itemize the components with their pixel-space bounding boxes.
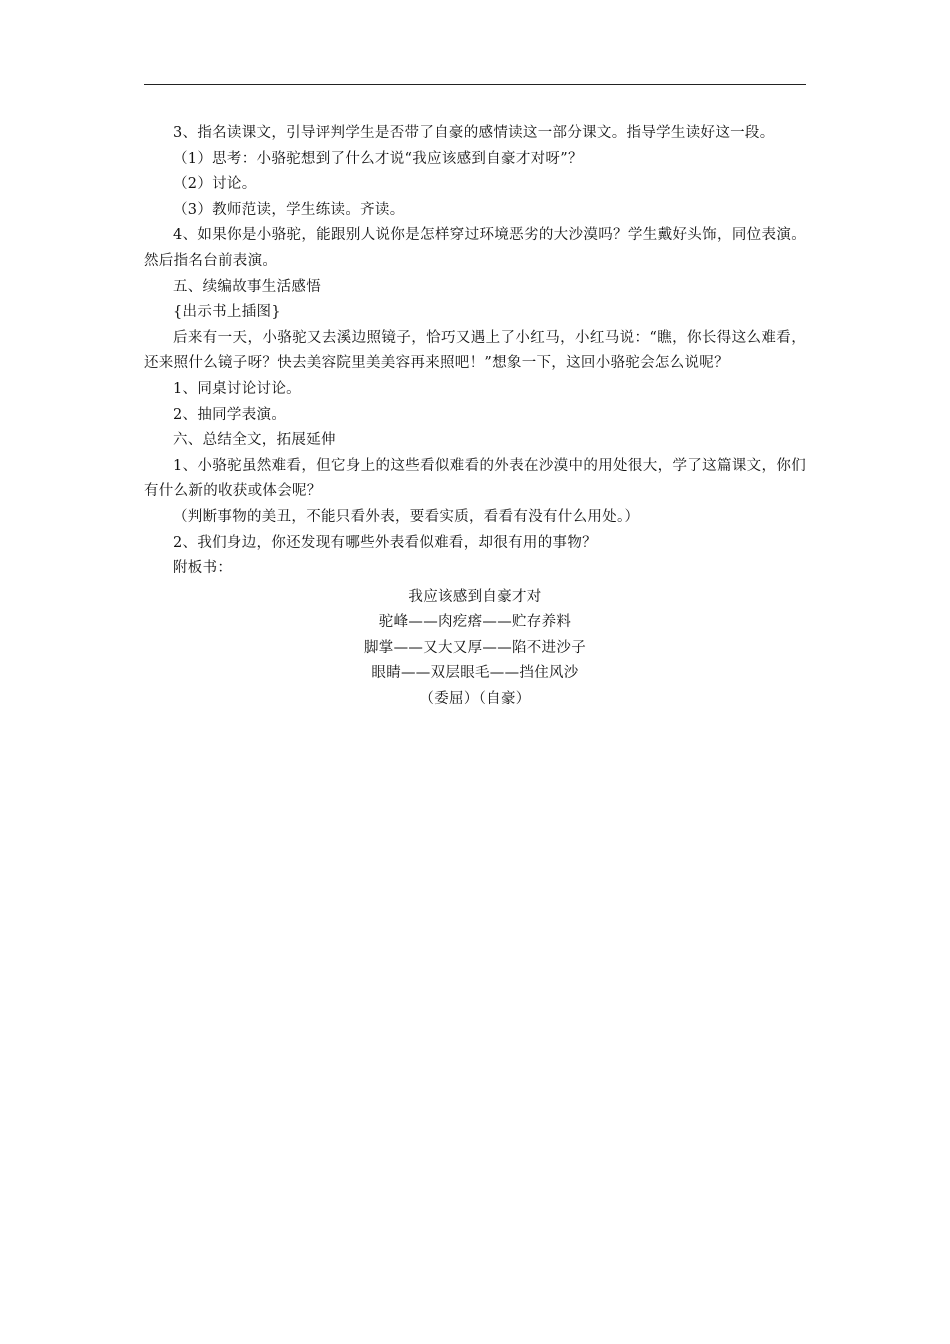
blackboard-line: 驼峰——肉疙瘩——贮存养料 xyxy=(378,614,572,631)
paragraph: 2、抽同学表演。 xyxy=(173,406,287,423)
paragraph: 2、我们身边，你还发现有哪些外表看似难看，却很有用的事物？ xyxy=(173,534,597,551)
paragraph: 后来有一天，小骆驼又去溪边照镜子，恰巧又遇上了小红马，小红马说：“瞧，你长得这么难看，还来照什么镜子呀？快去美容院里美美容再来照吧！”想象一下，这回小骆驼会怎么说呢？ xyxy=(144,329,806,372)
section-heading: 五、续编故事生活感悟 xyxy=(173,278,321,295)
paragraph: （3）教师范读，学生练读。齐读。 xyxy=(173,201,405,218)
blackboard-title: 我应该感到自豪才对 xyxy=(408,588,542,605)
paragraph: （判断事物的美丑，不能只看外表，要看实质，看看有没有什么用处。） xyxy=(173,508,640,525)
section-heading: 六、总结全文，拓展延伸 xyxy=(173,432,336,449)
blackboard-line: 脚掌——又大又厚——陷不进沙子 xyxy=(364,639,586,656)
paragraph: （2）讨论。 xyxy=(173,176,257,193)
paragraph: （1）思考：小骆驼想到了什么才说“我应该感到自豪才对呀”？ xyxy=(173,150,583,167)
paragraph: 1、小骆驼虽然难看，但它身上的这些看似难看的外表在沙漠中的用处很大，学了这篇课文，你们有什么新的收获或体会呢？ xyxy=(144,457,806,500)
paragraph: 附板书： xyxy=(173,560,233,577)
paragraph: 3、指名读课文，引导评判学生是否带了自豪的感情读这一部分课文。指导学生读好这一段。 xyxy=(173,125,775,141)
paragraph: 4、如果你是小骆驼，能跟别人说你是怎样穿过环境恶劣的大沙漠吗？学生戴好头饰，同位表演。然后指名台前表演。 xyxy=(144,227,806,269)
blackboard-notes xyxy=(144,585,806,713)
paragraph: 1、同桌讨论讨论。 xyxy=(173,380,301,397)
document-body xyxy=(144,121,806,713)
blackboard-line: （委屈）（自豪） xyxy=(419,691,531,708)
header-rule xyxy=(144,84,806,85)
blackboard-line: 眼睛——双层眼毛——挡住风沙 xyxy=(371,665,579,682)
paragraph: {出示书上插图} xyxy=(173,304,281,321)
